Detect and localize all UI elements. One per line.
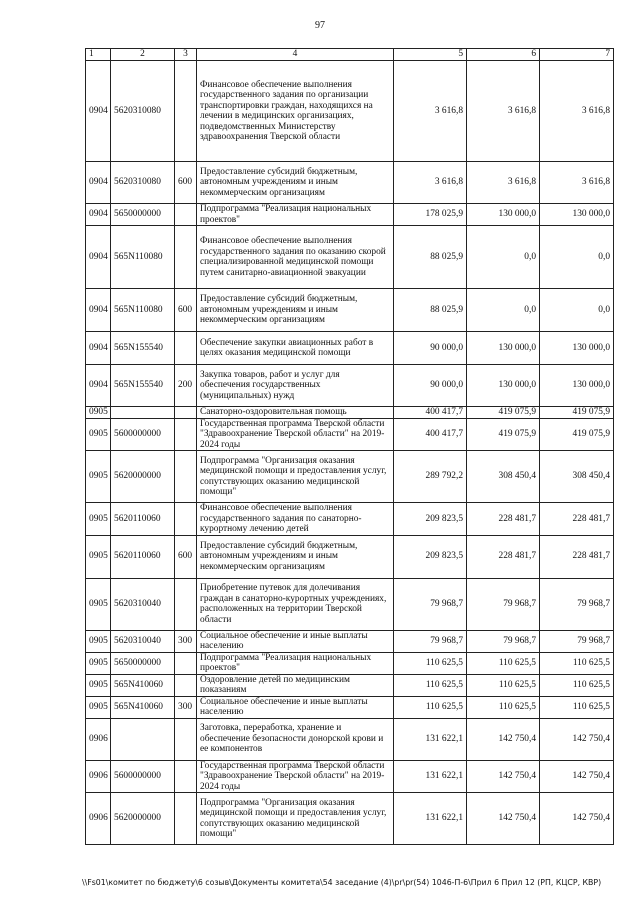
expense-type-cell: [175, 61, 197, 162]
expense-type-cell: [175, 793, 197, 845]
amount-2022-cell: 289 792,2: [394, 451, 467, 503]
amount-2024-cell: 419 075,9: [540, 407, 614, 419]
section-code-cell: 0905: [86, 418, 111, 451]
table-row: [86, 365, 614, 407]
name-cell: Государственная программа Тверской области "Здравоохранение Тверской области" на 2019-2024 годы: [197, 760, 394, 793]
amount-2024-cell: 110 625,5: [540, 674, 614, 696]
article-code-cell: 5620310040: [111, 630, 175, 652]
amount-2022-cell: 90 000,0: [394, 365, 467, 407]
table-row: [86, 760, 614, 793]
amount-2024-cell: 110 625,5: [540, 696, 614, 718]
amount-2024-cell: 228 481,7: [540, 503, 614, 536]
amount-2024-cell: 130 000,0: [540, 332, 614, 365]
section-code-cell: 0905: [86, 451, 111, 503]
article-code-cell: 565N110080: [111, 289, 175, 332]
table-row: [86, 503, 614, 536]
expense-type-cell: 600: [175, 289, 197, 332]
expense-type-cell: 300: [175, 630, 197, 652]
amount-2023-cell: 228 481,7: [467, 535, 540, 578]
table-row: [86, 407, 614, 419]
amount-2022-cell: 88 025,9: [394, 226, 467, 289]
name-cell: Государственная программа Тверской области "Здравоохранение Тверской области" на 2019-2024 годы: [197, 418, 394, 451]
expense-type-cell: [175, 652, 197, 674]
expense-type-cell: [175, 760, 197, 793]
section-code-cell: 0906: [86, 760, 111, 793]
name-cell: Подпрограмма "Реализация национальных проектов": [197, 652, 394, 674]
table-row: [86, 578, 614, 630]
column-header: 6: [467, 49, 540, 61]
section-code-cell: 0905: [86, 407, 111, 419]
expense-type-cell: [175, 674, 197, 696]
amount-2022-cell: 209 823,5: [394, 535, 467, 578]
section-code-cell: 0905: [86, 535, 111, 578]
amount-2022-cell: 209 823,5: [394, 503, 467, 536]
table-row: [86, 61, 614, 162]
column-header: 2: [111, 49, 175, 61]
name-cell: Санаторно-оздоровительная помощь: [197, 407, 394, 419]
article-code-cell: 5620000000: [111, 793, 175, 845]
section-code-cell: 0905: [86, 578, 111, 630]
article-code-cell: 5650000000: [111, 652, 175, 674]
article-code-cell: 565N110080: [111, 226, 175, 289]
section-code-cell: 0904: [86, 204, 111, 226]
amount-2023-cell: 79 968,7: [467, 630, 540, 652]
name-cell: Финансовое обеспечение выполнения государственного задания по организации транспортировки граждан, находящихся на лечении в медицинских организациях, подведомственных Министерству здравоохранения Тверской области: [197, 61, 394, 162]
amount-2023-cell: 110 625,5: [467, 652, 540, 674]
expense-type-cell: [175, 407, 197, 419]
amount-2024-cell: 79 968,7: [540, 630, 614, 652]
expense-type-cell: [175, 503, 197, 536]
amount-2023-cell: 419 075,9: [467, 407, 540, 419]
table-row: [86, 718, 614, 760]
expense-type-cell: [175, 718, 197, 760]
amount-2023-cell: 130 000,0: [467, 204, 540, 226]
name-cell: Социальное обеспечение и иные выплаты населению: [197, 696, 394, 718]
amount-2023-cell: 79 968,7: [467, 578, 540, 630]
article-code-cell: 5600000000: [111, 760, 175, 793]
table-row: [86, 451, 614, 503]
section-code-cell: 0904: [86, 61, 111, 162]
section-code-cell: 0904: [86, 365, 111, 407]
column-header: 4: [197, 49, 394, 61]
amount-2022-cell: 88 025,9: [394, 289, 467, 332]
amount-2024-cell: 142 750,4: [540, 793, 614, 845]
amount-2024-cell: 142 750,4: [540, 718, 614, 760]
amount-2023-cell: 228 481,7: [467, 503, 540, 536]
name-cell: Предоставление субсидий бюджетным, автономным учреждениям и иным некоммерческим организациям: [197, 162, 394, 204]
amount-2022-cell: 131 622,1: [394, 793, 467, 845]
amount-2023-cell: 110 625,5: [467, 696, 540, 718]
column-header: 3: [175, 49, 197, 61]
amount-2022-cell: 110 625,5: [394, 674, 467, 696]
amount-2023-cell: 3 616,8: [467, 162, 540, 204]
column-header: 7: [540, 49, 614, 61]
amount-2022-cell: 110 625,5: [394, 652, 467, 674]
table-row: [86, 674, 614, 696]
expense-type-cell: [175, 204, 197, 226]
table-row: [86, 652, 614, 674]
footer-file-path: \\Fs01\комитет по бюджету\6 созыв\Документы комитета\54 заседание (4)\pr\pr(54) 1046-П-6\Прил 6 Прил 12 (РП, КЦСР, КВР): [82, 878, 602, 887]
expense-type-cell: [175, 418, 197, 451]
section-code-cell: 0906: [86, 793, 111, 845]
column-header: 5: [394, 49, 467, 61]
header-row: [86, 49, 614, 61]
amount-2023-cell: 419 075,9: [467, 418, 540, 451]
name-cell: Предоставление субсидий бюджетным, автономным учреждениям и иным некоммерческим организациям: [197, 289, 394, 332]
amount-2022-cell: 3 616,8: [394, 162, 467, 204]
article-code-cell: 565N155540: [111, 365, 175, 407]
table-row: [86, 204, 614, 226]
section-code-cell: 0904: [86, 332, 111, 365]
article-code-cell: [111, 718, 175, 760]
page-number: 97: [315, 20, 325, 31]
name-cell: Закупка товаров, работ и услуг для обеспечения государственных (муниципальных) нужд: [197, 365, 394, 407]
amount-2022-cell: 79 968,7: [394, 630, 467, 652]
amount-2024-cell: 0,0: [540, 226, 614, 289]
amount-2022-cell: 110 625,5: [394, 696, 467, 718]
amount-2022-cell: 178 025,9: [394, 204, 467, 226]
section-code-cell: 0906: [86, 718, 111, 760]
amount-2022-cell: 131 622,1: [394, 760, 467, 793]
amount-2023-cell: 0,0: [467, 289, 540, 332]
expense-type-cell: [175, 578, 197, 630]
article-code-cell: 565N410060: [111, 674, 175, 696]
amount-2023-cell: 110 625,5: [467, 674, 540, 696]
name-cell: Приобретение путевок для долечивания граждан в санаторно-курортных учреждениях, расположенных на территории Тверской области: [197, 578, 394, 630]
name-cell: Предоставление субсидий бюджетным, автономным учреждениям и иным некоммерческим организациям: [197, 535, 394, 578]
expense-type-cell: [175, 226, 197, 289]
amount-2024-cell: 308 450,4: [540, 451, 614, 503]
article-code-cell: 5620310080: [111, 162, 175, 204]
table-row: [86, 630, 614, 652]
amount-2022-cell: 400 417,7: [394, 407, 467, 419]
name-cell: Подпрограмма "Организация оказания медицинской помощи и предоставления услуг, сопутствующих оказанию медицинской помощи": [197, 793, 394, 845]
amount-2024-cell: 130 000,0: [540, 365, 614, 407]
name-cell: Финансовое обеспечение выполнения государственного задания по санаторно-курортному лечению детей: [197, 503, 394, 536]
name-cell: Подпрограмма "Организация оказания медицинской помощи и предоставления услуг, сопутствующих оказанию медицинской помощи": [197, 451, 394, 503]
amount-2023-cell: 130 000,0: [467, 332, 540, 365]
amount-2022-cell: 131 622,1: [394, 718, 467, 760]
table-row: [86, 793, 614, 845]
amount-2024-cell: 3 616,8: [540, 162, 614, 204]
name-cell: Социальное обеспечение и иные выплаты населению: [197, 630, 394, 652]
amount-2024-cell: 0,0: [540, 289, 614, 332]
amount-2022-cell: 3 616,8: [394, 61, 467, 162]
table-row: [86, 289, 614, 332]
article-code-cell: 5620110060: [111, 535, 175, 578]
section-code-cell: 0905: [86, 503, 111, 536]
name-cell: Подпрограмма "Реализация национальных проектов": [197, 204, 394, 226]
article-code-cell: [111, 407, 175, 419]
amount-2023-cell: 0,0: [467, 226, 540, 289]
name-cell: Оздоровление детей по медицинским показаниям: [197, 674, 394, 696]
amount-2023-cell: 130 000,0: [467, 365, 540, 407]
expense-type-cell: 300: [175, 696, 197, 718]
amount-2023-cell: 142 750,4: [467, 793, 540, 845]
amount-2024-cell: 228 481,7: [540, 535, 614, 578]
article-code-cell: 5620000000: [111, 451, 175, 503]
table-row: [86, 696, 614, 718]
amount-2024-cell: 419 075,9: [540, 418, 614, 451]
table-row: [86, 332, 614, 365]
table-row: [86, 418, 614, 451]
section-code-cell: 0905: [86, 696, 111, 718]
section-code-cell: 0905: [86, 630, 111, 652]
amount-2023-cell: 142 750,4: [467, 760, 540, 793]
section-code-cell: 0904: [86, 162, 111, 204]
section-code-cell: 0904: [86, 289, 111, 332]
amount-2024-cell: 110 625,5: [540, 652, 614, 674]
column-header: 1: [86, 49, 111, 61]
amount-2024-cell: 3 616,8: [540, 61, 614, 162]
amount-2022-cell: 90 000,0: [394, 332, 467, 365]
table-row: [86, 162, 614, 204]
article-code-cell: 565N155540: [111, 332, 175, 365]
expense-type-cell: 600: [175, 535, 197, 578]
section-code-cell: 0904: [86, 226, 111, 289]
name-cell: Заготовка, переработка, хранение и обеспечение безопасности донорской крови и ее компонентов: [197, 718, 394, 760]
amount-2023-cell: 3 616,8: [467, 61, 540, 162]
section-code-cell: 0905: [86, 674, 111, 696]
expense-type-cell: [175, 332, 197, 365]
article-code-cell: 5620310080: [111, 61, 175, 162]
amount-2022-cell: 400 417,7: [394, 418, 467, 451]
name-cell: Обеспечение закупки авиационных работ в целях оказания медицинской помощи: [197, 332, 394, 365]
amount-2024-cell: 130 000,0: [540, 204, 614, 226]
article-code-cell: 565N410060: [111, 696, 175, 718]
table-row: [86, 226, 614, 289]
amount-2024-cell: 79 968,7: [540, 578, 614, 630]
budget-table: [85, 48, 614, 845]
amount-2023-cell: 142 750,4: [467, 718, 540, 760]
article-code-cell: 5620110060: [111, 503, 175, 536]
name-cell: Финансовое обеспечение выполнения государственного задания по оказанию скорой специализированной медицинской помощи путем санитарно-авиационной эвакуации: [197, 226, 394, 289]
expense-type-cell: 600: [175, 162, 197, 204]
section-code-cell: 0905: [86, 652, 111, 674]
amount-2023-cell: 308 450,4: [467, 451, 540, 503]
article-code-cell: 5650000000: [111, 204, 175, 226]
article-code-cell: 5600000000: [111, 418, 175, 451]
table-row: [86, 535, 614, 578]
amount-2022-cell: 79 968,7: [394, 578, 467, 630]
expense-type-cell: 200: [175, 365, 197, 407]
expense-type-cell: [175, 451, 197, 503]
article-code-cell: 5620310040: [111, 578, 175, 630]
amount-2024-cell: 142 750,4: [540, 760, 614, 793]
